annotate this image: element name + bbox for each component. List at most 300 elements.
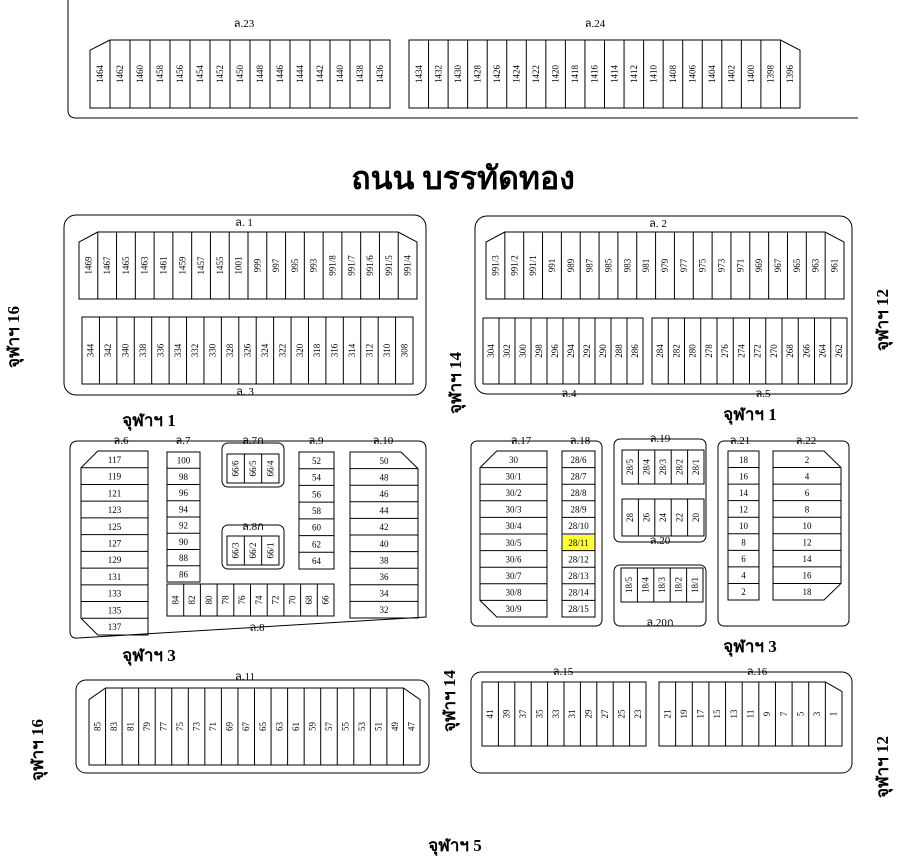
lot-number[interactable]: 1432 (433, 65, 444, 83)
lot-number[interactable]: 54 (312, 472, 321, 483)
lot-number[interactable]: 280 (687, 344, 698, 358)
lot-number[interactable]: 96 (179, 488, 188, 499)
lot-number[interactable]: 125 (107, 521, 122, 532)
top-boundary (68, 0, 858, 118)
lot-number[interactable]: 975 (697, 258, 708, 273)
lot-number[interactable]: 16 (739, 471, 748, 482)
lot-number[interactable]: 66/4 (265, 460, 276, 477)
lot-number[interactable]: 991/5 (383, 255, 394, 276)
lot-number[interactable]: 57 (323, 722, 334, 731)
lot-number[interactable]: 40 (379, 538, 389, 549)
lot-number[interactable]: 34 (379, 588, 389, 599)
lot-number[interactable]: 300 (518, 344, 528, 358)
lot-number[interactable]: 74 (253, 595, 264, 605)
lot-number[interactable]: 316 (329, 343, 340, 358)
lot-number[interactable]: 30/6 (505, 554, 522, 565)
lot-number[interactable]: 17 (695, 709, 706, 719)
lot-number[interactable]: 1446 (275, 65, 285, 83)
lot-number[interactable]: 18/3 (657, 576, 667, 594)
lot-number[interactable]: 63 (274, 722, 285, 731)
lot-number[interactable]: 344 (85, 343, 96, 358)
lot-number[interactable]: 320 (294, 343, 305, 358)
lot-number[interactable]: 312 (364, 343, 375, 358)
lot-number[interactable]: 963 (810, 258, 821, 273)
lot-number[interactable]: 1424 (511, 65, 522, 83)
lot-number[interactable]: 4 (804, 471, 810, 482)
lot-number[interactable]: 77 (158, 722, 169, 731)
lot-number[interactable]: 28/13 (568, 571, 589, 581)
lot-number[interactable]: 286 (630, 344, 640, 358)
lot-number[interactable]: 28/1 (690, 458, 701, 476)
lot-number[interactable]: 328 (225, 343, 236, 358)
lot-number[interactable]: 53 (357, 722, 368, 731)
lot-number[interactable]: 36 (379, 572, 389, 582)
lot-number[interactable]: 1442 (315, 65, 325, 83)
lot-number[interactable]: 264 (817, 344, 828, 358)
lot-number[interactable]: 14 (802, 554, 812, 565)
lot-number[interactable]: 51 (373, 722, 384, 731)
lot-number[interactable]: 965 (791, 258, 802, 273)
lot-number[interactable]: 28/10 (568, 521, 589, 532)
lot-number[interactable]: 133 (107, 588, 122, 599)
lot-number[interactable]: 30/4 (505, 521, 522, 532)
lot-number[interactable]: 294 (566, 344, 576, 358)
block-label-l11: ล.11 (234, 671, 256, 683)
lot-number[interactable]: 28/4 (641, 458, 652, 476)
lot-number[interactable]: 302 (502, 344, 512, 358)
lot-number[interactable]: 318 (312, 343, 323, 358)
lot-number[interactable]: 967 (773, 258, 784, 273)
lot-number[interactable]: 979 (660, 258, 670, 273)
lot-number[interactable]: 1406 (687, 65, 698, 83)
block-label-l7k: ล.7ก (242, 435, 264, 447)
lot-number[interactable]: 991/2 (509, 255, 520, 276)
lot-number[interactable]: 31 (567, 709, 578, 719)
lot-number[interactable]: 1464 (95, 65, 105, 83)
lot-number[interactable]: 1440 (335, 65, 345, 83)
lot-number[interactable]: 68 (303, 595, 314, 605)
lot-number[interactable]: 999 (252, 258, 263, 273)
lot-number[interactable]: 973 (716, 258, 727, 273)
lot-number[interactable]: 1001 (233, 256, 244, 275)
lot-number[interactable]: 334 (172, 343, 183, 358)
lot-number[interactable]: 14 (739, 487, 748, 498)
lot-number[interactable]: 78 (220, 595, 231, 605)
lot-number[interactable]: 991/4 (402, 255, 413, 276)
lot-number[interactable]: 28/6 (570, 454, 587, 465)
lot-number[interactable]: 62 (312, 539, 321, 550)
lot-number[interactable]: 969 (754, 258, 765, 273)
block-label-l17: ล.17 (510, 435, 532, 447)
lot-number[interactable]: 1461 (158, 256, 169, 275)
lot-number[interactable]: 119 (107, 471, 122, 482)
lot-number[interactable]: 64 (312, 556, 321, 567)
block-label-l16: ล.16 (746, 666, 768, 678)
lot-number[interactable]: 60 (312, 522, 321, 533)
lot-number[interactable]: 330 (207, 343, 218, 358)
lot-number[interactable]: 131 (107, 571, 122, 582)
lot-number[interactable]: 94 (179, 504, 188, 515)
lot-number[interactable]: 20 (690, 513, 701, 522)
lot-number[interactable]: 44 (379, 505, 389, 516)
lot-number[interactable]: 2 (741, 587, 746, 598)
lot-number[interactable]: 19 (678, 709, 689, 719)
lot-number[interactable]: 985 (603, 258, 614, 273)
lot-number[interactable]: 1400 (746, 65, 757, 83)
lot-number[interactable]: 1454 (195, 65, 205, 83)
lot-number[interactable]: 1456 (175, 65, 185, 83)
lot-number[interactable]: 121 (107, 488, 122, 499)
lot-number[interactable]: 991 (546, 258, 557, 273)
lot-number[interactable]: 27 (600, 709, 610, 719)
lot-number[interactable]: 80 (203, 595, 214, 605)
lot-number[interactable]: 66/1 (265, 542, 276, 559)
lot-number[interactable]: 28/12 (568, 554, 589, 565)
lot-number[interactable]: 38 (379, 555, 389, 566)
lot-number[interactable]: 5 (795, 711, 806, 717)
lot-number[interactable]: 1408 (667, 65, 678, 83)
lot-number[interactable]: 73 (191, 722, 202, 731)
lot-number[interactable]: 61 (290, 722, 301, 731)
lot-number[interactable]: 88 (179, 553, 188, 564)
lot-number[interactable]: 284 (655, 344, 666, 358)
lot-number[interactable]: 86 (179, 569, 188, 580)
block-label-l24: ล.24 (584, 18, 606, 30)
lot-number[interactable]: 30 (509, 454, 518, 465)
lot-number[interactable]: 30/7 (505, 571, 522, 581)
lot-number[interactable]: 1444 (295, 65, 305, 83)
lot-number[interactable]: 981 (641, 258, 652, 273)
block-label-l2: ล. 2 (649, 218, 667, 230)
lot-number[interactable]: 70 (287, 595, 298, 605)
lot-number[interactable]: 7 (778, 711, 789, 717)
boundary-north-east (475, 216, 852, 394)
block-label-l3: ล. 3 (236, 386, 254, 398)
lot-number[interactable]: 82 (187, 595, 198, 605)
lot-number[interactable]: 1410 (648, 65, 659, 83)
lot-number[interactable]: 8 (804, 504, 810, 515)
road-label-c1-west: จุฬาฯ 1 (122, 411, 176, 430)
lot-number[interactable]: 67 (241, 722, 252, 731)
lot-number[interactable]: 58 (312, 506, 321, 516)
lot-number[interactable]: 310 (381, 343, 392, 358)
lot-number[interactable]: 66/2 (248, 542, 258, 559)
lot-number[interactable]: 18/1 (689, 576, 700, 594)
lot-number[interactable]: 72 (270, 595, 281, 605)
lot-number[interactable]: 76 (237, 595, 248, 605)
lot-number[interactable]: 29 (583, 709, 594, 719)
lot-number[interactable]: 28/5 (625, 458, 636, 476)
lot-number[interactable]: 997 (271, 258, 282, 273)
lot-number[interactable]: 59 (307, 722, 318, 731)
road-label-c16-north: จุฬาฯ 16 (4, 306, 23, 368)
lot-number[interactable]: 296 (550, 344, 560, 358)
lot-number[interactable]: 56 (312, 489, 321, 500)
lot-number[interactable]: 35 (534, 709, 545, 719)
lot-number[interactable]: 18/2 (673, 576, 684, 594)
lot-number[interactable]: 24 (658, 513, 668, 522)
lot-number[interactable]: 28/11 (568, 537, 589, 548)
lot-number[interactable]: 135 (107, 605, 122, 616)
lot-number[interactable]: 326 (242, 343, 253, 358)
block-label-l20k: ล.20ก (646, 617, 674, 629)
lot-number[interactable]: 71 (208, 722, 219, 731)
block-label-l18: ล.18 (569, 435, 591, 447)
lot-number[interactable]: 28/15 (568, 604, 589, 615)
lot-number[interactable]: 39 (501, 709, 512, 719)
lot-number[interactable]: 266 (801, 344, 812, 358)
block-label-l8k: ล.8ก (242, 521, 264, 533)
lot-number[interactable]: 9 (762, 711, 773, 717)
lot-number[interactable]: 1420 (550, 65, 561, 83)
lot-number[interactable]: 6 (741, 554, 746, 565)
lot-number[interactable]: 41 (485, 709, 496, 719)
lot-number[interactable]: 1457 (196, 256, 207, 275)
lot-number[interactable]: 52 (312, 455, 321, 466)
block-label-l23: ล.23 (233, 18, 255, 30)
lot-number[interactable]: 4 (741, 570, 746, 581)
lot-number[interactable]: 290 (598, 344, 608, 358)
lot-number[interactable]: 991/8 (327, 255, 338, 276)
lot-number[interactable]: 1462 (115, 65, 125, 83)
lot-number[interactable]: 123 (107, 505, 122, 516)
lot-number[interactable]: 1450 (235, 65, 245, 83)
lot-number[interactable]: 28 (625, 513, 636, 522)
lot-number[interactable]: 49 (390, 722, 401, 731)
block-label-l1: ล. 1 (235, 217, 253, 229)
block-label-l8: ล.8 (249, 622, 265, 634)
block-label-l15: ล.15 (552, 666, 574, 678)
lot-number[interactable]: 32 (379, 605, 389, 616)
lot-number[interactable]: 1458 (155, 65, 165, 83)
lot-number[interactable]: 1434 (413, 65, 424, 83)
lot-number[interactable]: 1416 (589, 65, 600, 83)
lot-number[interactable]: 1430 (452, 65, 463, 83)
lot-number[interactable]: 16 (802, 570, 812, 581)
lot-number[interactable]: 98 (179, 471, 188, 482)
lot-number[interactable]: 65 (257, 722, 268, 731)
lot-number[interactable]: 6 (804, 487, 810, 498)
lot-number[interactable]: 977 (678, 258, 689, 273)
lot-number[interactable]: 961 (829, 258, 840, 273)
lot-number[interactable]: 69 (224, 722, 235, 731)
block-label-l9: ล.9 (308, 435, 324, 447)
lot-number[interactable]: 282 (671, 344, 682, 358)
lot-number[interactable]: 79 (141, 722, 152, 731)
lot-number[interactable]: 30/8 (505, 587, 522, 598)
lot-number[interactable]: 30/3 (505, 504, 522, 515)
lot-number[interactable]: 274 (736, 344, 747, 358)
lot-number[interactable]: 991/6 (365, 255, 376, 276)
lot-number[interactable]: 18/4 (640, 576, 651, 594)
lot-number[interactable]: 288 (614, 344, 624, 358)
block-label-l20: ล.20 (649, 535, 671, 547)
lot-number[interactable]: 22 (674, 513, 685, 522)
lot-number[interactable]: 66 (320, 595, 331, 605)
lot-number[interactable]: 129 (107, 555, 122, 566)
lot-number[interactable]: 1396 (785, 65, 796, 83)
lot-number[interactable]: 276 (720, 344, 731, 358)
road-label-c14-south: จุฬาฯ 14 (440, 670, 459, 732)
block-label-l19: ล.19 (649, 433, 671, 445)
lot-number[interactable]: 1402 (726, 65, 737, 83)
lot-number[interactable]: 340 (120, 343, 131, 358)
block-label-l10: ล.10 (372, 435, 394, 447)
lot-number[interactable]: 18/5 (624, 576, 635, 594)
lot-number[interactable]: 1426 (491, 65, 502, 83)
lot-number[interactable]: 1418 (570, 65, 581, 83)
lot-number[interactable]: 92 (179, 520, 188, 531)
road-label-c3-west: จุฬาฯ 3 (122, 646, 176, 665)
lot-number[interactable]: 12 (739, 504, 748, 515)
lot-number[interactable]: 1422 (531, 65, 542, 83)
lot-number[interactable]: 983 (622, 258, 633, 273)
lot-number[interactable]: 28/8 (570, 488, 587, 498)
lot-number[interactable]: 1398 (765, 65, 776, 83)
lot-number[interactable]: 971 (735, 258, 746, 273)
lot-number[interactable]: 84 (170, 595, 181, 605)
lot-number[interactable]: 47 (406, 722, 417, 731)
lot-number[interactable]: 18 (802, 587, 812, 598)
lot-number[interactable]: 332 (190, 343, 201, 358)
lot-number[interactable]: 55 (340, 722, 351, 731)
lot-number[interactable]: 28/7 (570, 471, 587, 482)
lot-number[interactable]: 11 (745, 709, 756, 719)
lot-number[interactable]: 1460 (135, 65, 145, 83)
lot-number[interactable]: 66/5 (248, 460, 258, 477)
block-label-l7: ล.7 (175, 435, 191, 447)
lot-number[interactable]: 336 (155, 343, 166, 358)
lot-number[interactable]: 3 (812, 711, 823, 717)
lot-number[interactable]: 127 (107, 538, 122, 549)
lot-number[interactable]: 42 (379, 522, 389, 533)
lot-number[interactable]: 85 (92, 722, 103, 731)
boundary-south-east (471, 672, 852, 773)
lot-number[interactable]: 304 (486, 344, 496, 358)
lot-number[interactable]: 292 (582, 344, 592, 358)
lot-number[interactable]: 83 (108, 722, 119, 731)
lot-number[interactable]: 81 (125, 722, 136, 731)
lot-number[interactable]: 991/1 (528, 255, 539, 276)
road-label-c14-north: จุฬาฯ 14 (446, 352, 465, 414)
lot-number[interactable]: 117 (107, 454, 122, 465)
lot-number[interactable]: 1465 (120, 256, 131, 275)
boundary-l19 (614, 439, 706, 542)
lot-number[interactable]: 30/9 (505, 604, 522, 615)
lot-number[interactable]: 308 (399, 343, 410, 358)
lot-number[interactable]: 314 (347, 343, 358, 358)
lot-number[interactable]: 26 (641, 513, 652, 522)
lot-number[interactable]: 1436 (375, 65, 385, 83)
lot-number[interactable]: 10 (802, 521, 812, 531)
lot-number[interactable]: 342 (103, 343, 114, 358)
lot-number[interactable]: 1438 (355, 65, 365, 83)
lot-number[interactable]: 1459 (177, 256, 188, 275)
lot-number[interactable]: 100 (176, 455, 191, 466)
lot-number[interactable]: 48 (379, 472, 389, 483)
lot-number[interactable]: 1414 (609, 65, 620, 83)
lot-number[interactable]: 324 (259, 343, 270, 358)
lot-number[interactable]: 995 (289, 258, 300, 273)
road-label-c16-south: จุฬาฯ 16 (28, 719, 47, 781)
lot-number[interactable]: 1452 (215, 65, 225, 83)
lot-number[interactable]: 1463 (139, 256, 150, 275)
road-label-c1-east: จุฬาฯ 1 (723, 405, 777, 424)
road-label-c3-east: จุฬาฯ 3 (723, 637, 777, 656)
lot-number[interactable]: 66/3 (230, 542, 241, 559)
block-label-l21: ล.21 (729, 435, 751, 447)
lot-number[interactable]: 30/1 (505, 471, 522, 482)
lot-number[interactable]: 30/2 (505, 488, 522, 498)
lot-number[interactable]: 278 (703, 344, 714, 358)
lot-number[interactable]: 1467 (102, 256, 113, 275)
lot-number[interactable]: 298 (534, 344, 544, 358)
road-main-label: ถนน บรรทัดทอง (351, 160, 575, 196)
lot-number[interactable]: 75 (175, 722, 186, 731)
lot-number[interactable]: 991/7 (346, 255, 357, 276)
lot-number[interactable]: 137 (107, 622, 122, 633)
lot-number[interactable]: 272 (752, 344, 763, 358)
block-label-l22: ล.22 (795, 435, 817, 447)
lot-number[interactable]: 268 (785, 344, 796, 358)
lot-number[interactable]: 25 (616, 709, 627, 719)
lot-number[interactable]: 21 (662, 709, 673, 719)
lot-number[interactable]: 18 (739, 454, 748, 465)
lot-number[interactable]: 28/9 (570, 504, 587, 515)
lot-number[interactable]: 37 (518, 709, 528, 719)
lot-number[interactable]: 987 (584, 258, 595, 273)
lot-number[interactable]: 33 (550, 709, 561, 719)
lot-number[interactable]: 1428 (472, 65, 483, 83)
boundary-north-west (64, 215, 426, 395)
lot-number[interactable]: 28/2 (674, 458, 685, 476)
lot-number[interactable]: 2 (804, 454, 810, 465)
lot-number[interactable]: 28/14 (568, 587, 589, 598)
lot-number[interactable]: 991/3 (490, 255, 501, 276)
lot-number[interactable]: 23 (632, 709, 643, 719)
lot-number[interactable]: 993 (308, 258, 319, 273)
lot-number[interactable]: 1448 (255, 65, 265, 83)
road-label-c12-south: จุฬาฯ 12 (873, 736, 892, 798)
lot-number[interactable]: 989 (565, 258, 576, 273)
lot-number[interactable]: 262 (833, 344, 844, 358)
road-label-c5: จุฬาฯ 5 (428, 836, 482, 855)
lot-number[interactable]: 1412 (628, 65, 639, 83)
lot-number[interactable]: 12 (802, 537, 812, 548)
lot-number[interactable]: 90 (179, 536, 188, 547)
lot-number[interactable]: 15 (712, 709, 723, 719)
lot-number[interactable]: 270 (768, 344, 779, 358)
lot-number[interactable]: 66/6 (230, 460, 241, 477)
lot-number[interactable]: 322 (277, 343, 288, 358)
lot-number[interactable]: 46 (379, 489, 389, 499)
lot-number[interactable]: 10 (739, 521, 748, 531)
lot-number[interactable]: 1455 (214, 256, 225, 275)
lot-number[interactable]: 13 (728, 709, 739, 719)
lot-number[interactable]: 50 (379, 455, 389, 466)
lot-number[interactable]: 1404 (707, 65, 718, 83)
block-label-l4: ล.4 (561, 388, 577, 400)
lot-number[interactable]: 1 (828, 711, 839, 717)
road-label-c12-north: จุฬาฯ 12 (873, 289, 892, 351)
lot-number[interactable]: 1469 (83, 256, 94, 275)
lot-number[interactable]: 28/3 (658, 458, 668, 476)
block-label-l5: ล.5 (755, 388, 771, 400)
lot-number[interactable]: 338 (137, 343, 148, 358)
lot-number[interactable]: 30/5 (505, 537, 522, 548)
lot-number[interactable]: 8 (741, 537, 746, 548)
block-label-l6: ล.6 (113, 435, 129, 447)
